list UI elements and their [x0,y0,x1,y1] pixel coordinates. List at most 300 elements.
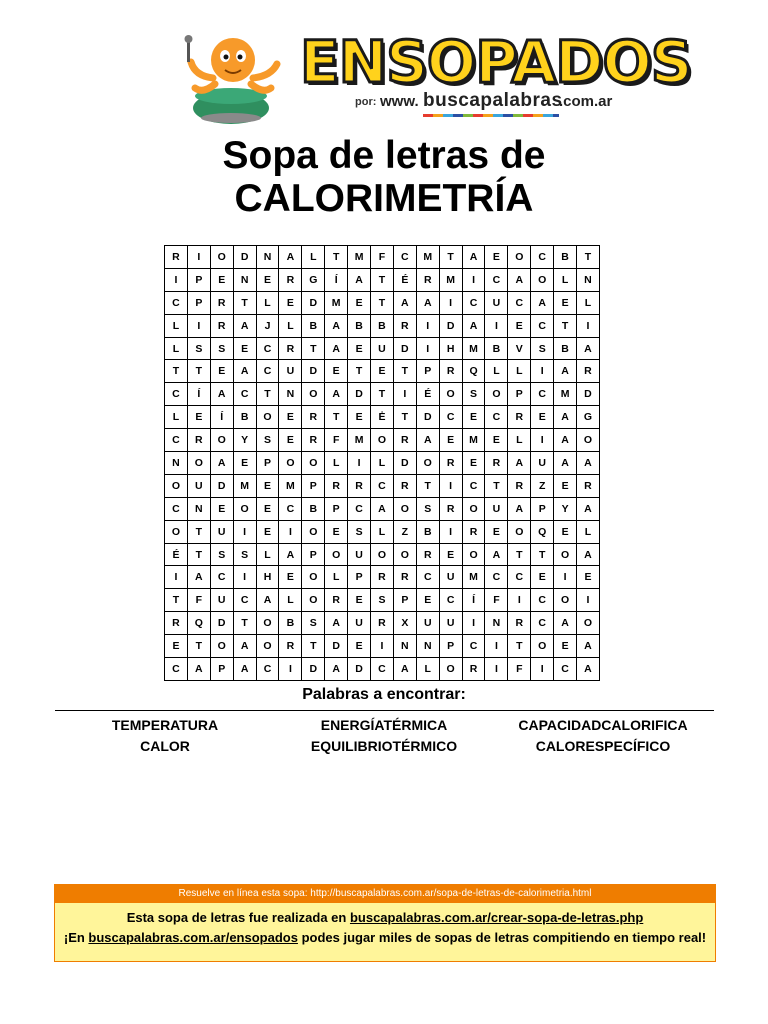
footer-line2-post: podes jugar miles de sopas de letras compitiendo en tiempo real! [297,930,707,945]
footer-box [54,884,716,962]
grid-cell: C [371,474,394,497]
grid-cell: I [348,452,371,475]
grid-cell: C [233,589,256,612]
grid-cell: T [187,360,210,383]
grid-cell: O [302,452,325,475]
grid-cell: O [531,635,554,658]
grid-cell: L [577,520,600,543]
grid-cell: O [256,635,279,658]
grid-row [165,314,600,337]
grid-cell: P [325,497,348,520]
grid-cell: T [302,635,325,658]
grid-cell: S [210,337,233,360]
grid-cell: M [348,246,371,269]
grid-cell: A [554,406,577,429]
grid-cell: A [325,658,348,681]
grid-cell: I [577,314,600,337]
grid-cell: C [165,429,188,452]
grid-cell: E [348,337,371,360]
grid-cell: F [485,589,508,612]
grid-row [165,291,600,314]
grid-cell: I [485,314,508,337]
grid-cell: O [371,429,394,452]
grid-cell: E [233,337,256,360]
grid-cell: C [531,383,554,406]
grid-cell: U [371,337,394,360]
grid-cell: E [485,429,508,452]
grid-cell: A [187,658,210,681]
grid-cell: I [187,246,210,269]
grid-cell: I [485,635,508,658]
grid-row [165,337,600,360]
grid-cell: A [348,268,371,291]
grid-cell: R [439,497,462,520]
grid-cell: T [508,635,531,658]
grid-cell: A [279,246,302,269]
grid-cell: E [554,474,577,497]
grid-cell: M [439,268,462,291]
grid-cell: U [210,520,233,543]
grid-cell: O [165,474,188,497]
word-item: CAPACIDADCALORIFICA [518,717,688,733]
grid-cell: O [302,383,325,406]
grid-cell: O [256,406,279,429]
grid-cell: R [165,246,188,269]
grid-cell: C [348,497,371,520]
grid-cell: E [348,291,371,314]
grid-cell: U [279,360,302,383]
grid-cell: E [485,520,508,543]
grid-cell: O [210,635,233,658]
grid-cell: E [279,406,302,429]
grid-cell: T [577,246,600,269]
grid-cell: O [439,383,462,406]
grid-cell: R [393,566,416,589]
grid-cell: R [279,635,302,658]
grid-cell: M [416,246,439,269]
grid-cell: C [210,566,233,589]
grid-cell: L [165,406,188,429]
grid-cell: I [462,268,485,291]
grid-cell: L [485,360,508,383]
grid-cell: F [508,658,531,681]
grid-cell: N [279,383,302,406]
grid-cell: T [371,383,394,406]
page-title-line2: CALORIMETRÍA [234,177,534,220]
grid-cell: O [165,520,188,543]
grid-cell: I [233,566,256,589]
grid-cell: R [325,474,348,497]
grid-cell: R [439,360,462,383]
footer-line-1 [55,910,715,925]
grid-cell: A [577,635,600,658]
grid-cell: E [256,268,279,291]
grid-cell: U [485,291,508,314]
grid-cell: I [439,520,462,543]
grid-cell: C [256,658,279,681]
grid-cell: L [279,314,302,337]
grid-cell: O [210,429,233,452]
grid-row [165,589,600,612]
grid-cell: U [187,474,210,497]
grid-cell: A [485,543,508,566]
grid-cell: D [302,658,325,681]
grid-cell: P [531,497,554,520]
grid-cell: R [508,612,531,635]
grid-cell: N [165,452,188,475]
grid-cell: D [325,635,348,658]
grid-cell: R [325,589,348,612]
grid-cell: O [187,452,210,475]
grid-cell: R [371,566,394,589]
grid-cell: E [279,429,302,452]
grid-cell: E [210,268,233,291]
grid-cell: C [531,612,554,635]
grid-cell: E [348,635,371,658]
grid-cell: M [462,337,485,360]
grid-cell: F [325,429,348,452]
grid-cell: T [233,291,256,314]
grid-cell: A [577,497,600,520]
grid-cell: T [416,474,439,497]
grid-cell: R [165,612,188,635]
grid-cell: A [279,543,302,566]
grid-cell: P [348,566,371,589]
grid-cell: C [256,360,279,383]
grid-cell: L [371,520,394,543]
grid-row [165,474,600,497]
grid-cell: R [416,268,439,291]
brand-block [300,28,692,120]
grid-cell: R [485,452,508,475]
grid-cell: H [439,337,462,360]
grid-cell: E [554,635,577,658]
grid-cell: A [210,383,233,406]
grid-cell: A [256,589,279,612]
grid-cell: D [302,291,325,314]
grid-cell: Z [393,520,416,543]
grid-cell: U [416,612,439,635]
grid-cell: U [439,566,462,589]
grid-cell: C [279,497,302,520]
grid-cell: L [371,452,394,475]
grid-cell: B [416,520,439,543]
grid-cell: A [393,291,416,314]
grid-cell: D [577,383,600,406]
grid-cell: C [165,497,188,520]
grid-cell: R [187,429,210,452]
grid-cell: A [325,337,348,360]
grid-cell: A [416,429,439,452]
grid-cell: S [187,337,210,360]
grid-cell: R [462,658,485,681]
word-item: CALOR [140,738,190,754]
grid-cell: P [256,452,279,475]
grid-cell: T [187,520,210,543]
grid-row [165,246,600,269]
grid-cell: A [508,452,531,475]
grid-row [165,658,600,681]
grid-cell: E [462,406,485,429]
grid-cell: U [439,612,462,635]
grid-cell: Q [462,360,485,383]
grid-cell: T [439,246,462,269]
grid-cell: A [554,452,577,475]
grid-cell: P [210,658,233,681]
grid-cell: A [531,291,554,314]
grid-cell: N [577,268,600,291]
grid-cell: E [531,566,554,589]
grid-cell: C [439,589,462,612]
grid-cell: O [393,543,416,566]
grid-cell: O [439,658,462,681]
grid-cell: C [462,635,485,658]
grid-cell: B [554,246,577,269]
grid-cell: D [348,383,371,406]
grid-cell: S [416,497,439,520]
grid-cell: C [371,658,394,681]
grid-cell: P [302,543,325,566]
grid-cell: I [577,589,600,612]
grid-cell: Q [187,612,210,635]
grid-cell: C [531,589,554,612]
grid-cell: B [348,314,371,337]
grid-cell: A [416,291,439,314]
footer-create-link[interactable]: buscapalabras.com.ar/crear-sopa-de-letras.php [349,910,644,925]
grid-cell: L [256,291,279,314]
grid-cell: F [187,589,210,612]
grid-cell: B [233,406,256,429]
grid-cell: L [256,543,279,566]
grid-cell: P [416,360,439,383]
grid-cell: A [554,360,577,383]
grid-cell: B [554,337,577,360]
grid-cell: C [508,566,531,589]
grid-cell: U [531,452,554,475]
grid-cell: R [393,474,416,497]
grid-cell: P [439,635,462,658]
grid-cell: L [325,566,348,589]
grid-cell: A [325,314,348,337]
grid-cell: É [165,543,188,566]
grid-cell: A [233,658,256,681]
grid-cell: R [508,474,531,497]
grid-cell: E [348,406,371,429]
grid-cell: I [531,360,554,383]
grid-cell: N [256,246,279,269]
grid-cell: C [439,406,462,429]
grid-cell: C [416,566,439,589]
grid-cell: F [371,246,394,269]
grid-cell: T [187,543,210,566]
grid-cell: I [279,520,302,543]
footer-ensopados-link[interactable]: buscapalabras.com.ar/ensopados [88,930,298,945]
grid-cell: O [393,497,416,520]
grid-cell: E [256,520,279,543]
grid-cell: B [302,314,325,337]
grid-cell: M [462,429,485,452]
grid-cell: L [165,337,188,360]
word-item: CALORESPECÍFICO [535,738,671,754]
grid-cell: I [485,658,508,681]
grid-cell: O [416,452,439,475]
grid-cell: T [233,612,256,635]
grid-cell: T [531,543,554,566]
footer-line-2 [55,930,715,945]
grid-cell: S [348,520,371,543]
grid-cell: E [554,520,577,543]
grid-cell: A [508,268,531,291]
grid-cell: O [508,520,531,543]
grid-cell: R [302,406,325,429]
grid-cell: I [233,520,256,543]
grid-cell: R [279,268,302,291]
grid-cell: M [554,383,577,406]
grid-cell: D [393,337,416,360]
grid-cell: E [439,429,462,452]
grid-cell: E [348,589,371,612]
divider [55,710,714,711]
grid-cell: T [165,589,188,612]
grid-cell: O [325,543,348,566]
brand-name: ENSOPADOS [300,28,692,96]
grid-cell: O [462,497,485,520]
grid-cell: M [325,291,348,314]
grid-cell: S [531,337,554,360]
grid-cell: C [165,383,188,406]
grid-cell: S [371,589,394,612]
grid-cell: R [416,543,439,566]
grid-cell: E [165,635,188,658]
word-item: EQUILIBRIOTÉRMICO [310,738,458,754]
grid-cell: M [279,474,302,497]
grid-cell: E [439,543,462,566]
grid-cell: O [508,246,531,269]
grid-cell: O [302,589,325,612]
grid-cell: O [554,589,577,612]
grid-cell: E [233,452,256,475]
brand-color-stripe [423,114,559,117]
grid-cell: L [508,429,531,452]
grid-cell: Í [462,589,485,612]
brand-url-main: buscapalabras [423,90,563,111]
grid-cell: Í [210,406,233,429]
grid-cell: N [416,635,439,658]
grid-row [165,383,600,406]
grid-cell: H [256,566,279,589]
grid-cell: I [508,589,531,612]
grid-cell: C [165,658,188,681]
grid-cell: N [485,612,508,635]
grid-cell: E [554,291,577,314]
grid-cell: R [371,612,394,635]
grid-cell: I [187,314,210,337]
grid-cell: A [233,635,256,658]
grid-cell: A [210,452,233,475]
grid-cell: T [348,360,371,383]
grid-cell: I [279,658,302,681]
grid-cell: O [577,429,600,452]
grid-cell: I [165,566,188,589]
grid-cell: D [348,658,371,681]
grid-cell: E [416,589,439,612]
word-search-grid [164,245,600,681]
grid-cell: O [554,543,577,566]
grid-cell: A [554,429,577,452]
grid-row [165,406,600,429]
grid-cell: I [531,658,554,681]
grid-cell: L [165,314,188,337]
word-item: ENERGÍATÉRMICA [320,717,448,733]
grid-cell: C [485,268,508,291]
grid-cell: E [187,406,210,429]
grid-cell: O [302,520,325,543]
grid-cell: T [187,635,210,658]
grid-cell: O [210,246,233,269]
grid-cell: N [187,497,210,520]
grid-cell: S [233,543,256,566]
grid-cell: L [554,268,577,291]
grid-cell: M [462,566,485,589]
grid-cell: C [554,658,577,681]
footer-solve-online-link[interactable]: Resuelve en línea esta sopa: http://buscapalabras.com.ar/sopa-de-letras-de-calorimetria.html [55,885,715,903]
grid-cell: N [393,635,416,658]
grid-row [165,612,600,635]
grid-cell: I [554,566,577,589]
grid-cell: T [325,406,348,429]
grid-cell: D [416,406,439,429]
grid-row [165,635,600,658]
words-title: Palabras a encontrar: [302,686,466,703]
grid-cell: A [233,360,256,383]
grid-cell: E [531,406,554,429]
grid-cell: O [279,452,302,475]
grid-cell: B [371,314,394,337]
grid-row [165,452,600,475]
grid-cell: S [256,429,279,452]
grid-cell: L [325,452,348,475]
grid-cell: A [462,246,485,269]
grid-cell: R [577,360,600,383]
grid-cell: I [393,383,416,406]
grid-cell: E [325,520,348,543]
grid-cell: L [302,246,325,269]
grid-cell: T [393,360,416,383]
grid-row [165,566,600,589]
grid-cell: T [302,337,325,360]
grid-cell: A [233,314,256,337]
grid-cell: A [325,612,348,635]
grid-cell: B [279,612,302,635]
footer-line2-pre: ¡En [63,930,89,945]
grid-cell: A [187,566,210,589]
grid-cell: O [531,268,554,291]
grid-cell: I [165,268,188,291]
grid-cell: B [485,337,508,360]
grid-cell: N [233,268,256,291]
grid-cell: L [508,360,531,383]
grid-cell: D [210,474,233,497]
grid-cell: E [325,360,348,383]
grid-cell: A [371,497,394,520]
grid-cell: E [210,497,233,520]
grid-cell: T [485,474,508,497]
grid-cell: A [462,314,485,337]
grid-row [165,543,600,566]
grid-cell: É [416,383,439,406]
grid-cell: I [462,612,485,635]
grid-cell: C [233,383,256,406]
